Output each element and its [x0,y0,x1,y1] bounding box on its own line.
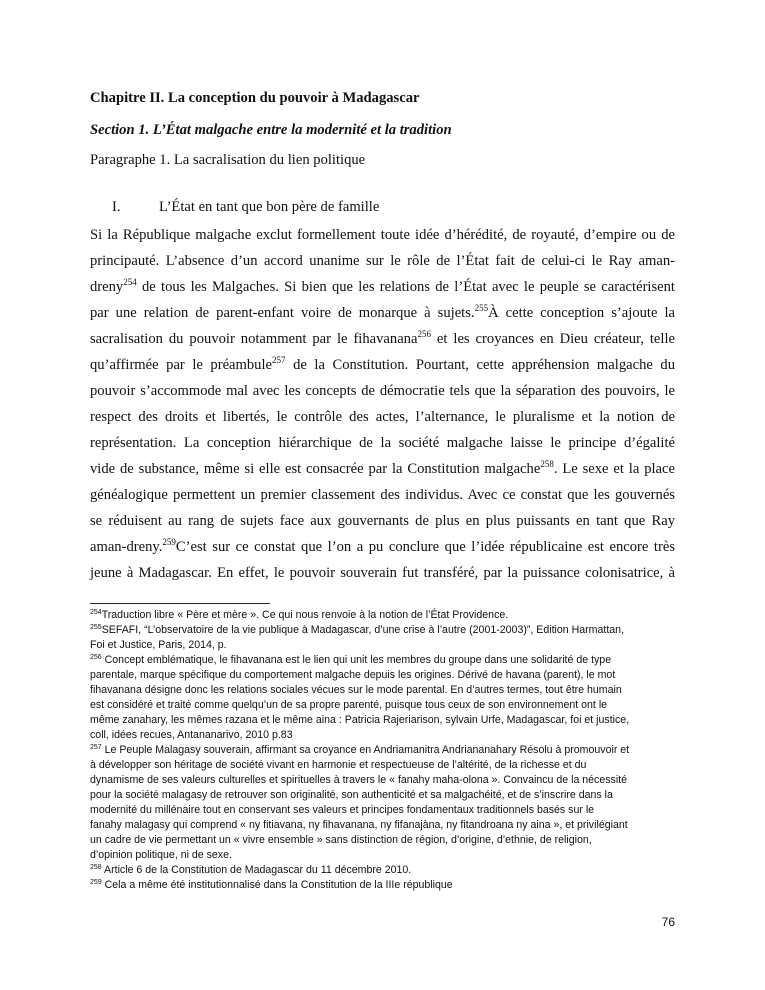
footnote-ref: 257 [272,355,286,365]
footnote-text: Traduction libre « Père et mère ». Ce qui nous renvoie à la notion de l’État Providence. [101,609,509,621]
footnote-ref: 259 [162,537,176,547]
footnote-line: fanahy malagasy qui comprend « ny fitiavana, ny fihavanana, ny fifanajàna, ny fitandroana ny aina », et privilégiant [90,819,628,831]
footnote-254 [90,608,508,622]
footnote-255 [90,623,624,637]
body-text: . Le sexe et la place [553,461,675,477]
footnote-text: Article 6 de la Constitution de Madagascar du 11 décembre 2010. [101,864,412,876]
footnote-text: SEFAFI, “L’observatoire de la vie publique à Madagascar, d’une crise à l’autre (2001-2003)”, Edition Harmattan, [101,624,625,636]
footnote-line: dynamisme de ses valeurs culturelles et spirituelles à travers le « fanahy maha-olona ». Convaincu de la nécessité [90,774,628,786]
body-line: se réduisent au rang de sujets face aux gouvernants de plus en plus puissants en tant que Ray [90,513,675,529]
chapter-title: Chapitre II. La conception du pouvoir à Madagascar [90,90,420,106]
body-text: aman-dreny. [90,539,163,555]
body-text: sacralisation du pouvoir notamment par le fihavanana [90,331,418,347]
body-line [90,538,675,556]
body-text: de la Constitution. Pourtant, cette appréhension malgache du [285,357,675,373]
footnote-text: Cela a même été institutionnalisé dans la Constitution de la IIIe république [101,879,453,891]
footnote-line: pour la société malagasy de retrouver son originalité, son authenticité et sa malgachéité, et de s’inscrire dans la [90,789,613,801]
footnote-line: modernité du millénaire tout en conservant ses valeurs et principes fondamentaux traditionnels basés sur le [90,804,595,816]
subsection-heading [112,199,380,216]
body-text: dreny [90,279,124,295]
body-line: représentation. La conception hiérarchique de la société malgache laisse le principe d’égalité [90,435,675,451]
footnote-number: 258 [90,864,102,871]
footnote-ref: 256 [417,329,431,339]
footnote-separator [90,603,270,604]
footnote-line: coll, idées recues, Antananarivo, 2010 p.83 [90,729,293,741]
body-text: C’est sur ce constat que l’on a pu conclure que l’idée républicaine est encore très [175,539,675,555]
footnote-text: Le Peuple Malagasy souverain, affirmant sa croyance en Andriamanitra Andriananahary Résolu à promouvoir et [101,744,630,756]
footnote-258 [90,863,411,877]
footnote-number: 256 [90,654,102,661]
body-text: qu’affirmée par le préambule [90,357,273,373]
body-line: jeune à Madagascar. En effet, le pouvoir souverain fut transféré, par la puissance colonisatrice, à [90,565,675,581]
footnote-ref: 255 [474,303,489,313]
body-line: principauté. L’absence d’un accord unanime sur le rôle de l’État fait de celui-ci le Ray aman- [90,253,675,269]
footnote-line: un cadre de vie permettant un « vivre ensemble » sans distinction de région, d’origine, d’ethnie, de religion, [90,834,592,846]
footnote-line: Foi et Justice, Paris, 2014, p. [90,639,227,651]
body-line [90,330,675,348]
page-number: 76 [661,915,675,929]
footnote-line: fihavanana désigne donc les relations sociales vécues sur le mode parental. En d’autres termes, tout être humain [90,684,622,696]
footnote-number: 259 [90,879,102,886]
body-line [90,304,675,322]
paragraph-title: Paragraphe 1. La sacralisation du lien politique [90,152,366,168]
body-text: de tous les Malgaches. Si bien que les relations de l’État avec le peuple se caractérisent [136,279,675,295]
subsection-title: L’État en tant que bon père de famille [159,199,380,215]
body-line [90,356,675,374]
subsection-numeral: I. [112,199,121,215]
footnote-number: 257 [90,744,102,751]
body-line [90,278,675,296]
footnote-ref: 258 [540,459,554,469]
body-line: respect des droits et libertés, le contrôle des actes, l’alternance, le pluralisme et la notion de [90,409,675,425]
footnote-line: parentale, marque spécifique du comportement malgache depuis les origines. Dérivé de havana (parent), le mot [90,669,616,681]
section-title: Section 1. L’État malgache entre la modernité et la tradition [90,122,452,138]
body-line: généalogique permettent un premier classement des individus. Avec ce constat que les gouvernés [90,487,675,503]
footnote-number: 255 [90,624,102,631]
body-text: par une relation de parent-enfant voire de monarque à sujets. [90,305,475,321]
footnote-text: Concept emblématique, le fihavanana est le lien qui unit les membres du groupe dans une solidarité de type [101,654,612,666]
body-line: pouvoir s’accommode mal avec les concepts de démocratie tels que la séparation des pouvoirs, le [90,383,675,399]
footnote-line: à développer son héritage de société vivant en harmonie et respectueuse de l’altérité, de la richesse et du [90,759,587,771]
body-line: Si la République malgache exclut formellement toute idée d’hérédité, de royauté, d’empire ou de [90,227,675,243]
footnote-ref: 254 [123,277,137,287]
footnote-line: d’opinion politique, ni de sexe. [90,849,232,861]
body-line [90,460,675,478]
body-text: et les croyances en Dieu créateur, telle [430,331,675,347]
footnote-256 [90,653,611,667]
footnote-259 [90,878,453,892]
footnote-line: est considéré et traité comme quelqu’un de sa propre parenté, puisque tous ceux de son environnement ont le [90,699,608,711]
body-text: À cette conception s’ajoute la [488,305,676,321]
footnote-number: 254 [90,609,102,616]
footnote-257 [90,743,629,757]
footnote-line: même zanahary, les mêmes razana et le même aina : Patricia Rajeriarison, sylvain Urfe, Madagascar, foi et justice, [90,714,630,726]
body-text: vide de substance, même si elle est consacrée par la Constitution malgache [90,461,541,477]
